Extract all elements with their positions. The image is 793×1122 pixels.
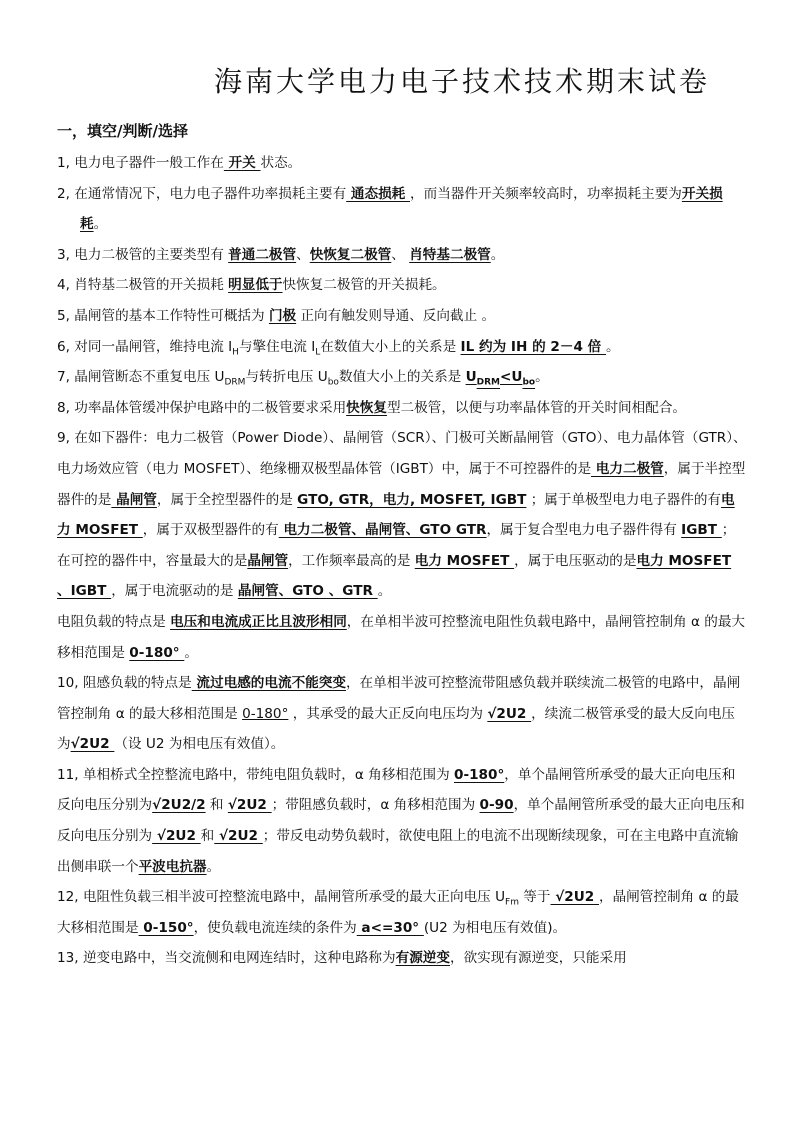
subscript: H [232, 347, 239, 358]
question-text: 电阻负载的特点是 [57, 613, 171, 630]
question-text: 在数值大小上的关系是 [320, 338, 461, 355]
answer-blank: 快恢复 [346, 399, 387, 416]
answer-blank: 0-90 [479, 797, 514, 814]
answer-blank: 晶闸管 [111, 491, 157, 508]
question-text: ，属于全控型器件的是 [156, 491, 298, 508]
question-text: 2, 在通常情况下，电力电子器件功率损耗主要有 [57, 185, 347, 202]
answer-blank: 门极 [268, 307, 297, 324]
answer-blank: 电力二极管、晶闸管、GTO GTR [278, 522, 487, 539]
answer-blank: 通态损耗 [346, 185, 411, 202]
question-text: ，续流二极管承受的最大反向电压为 [57, 705, 736, 753]
question-text: 6, 对同一晶闸管，维持电流 I [57, 338, 233, 355]
answer-blank: √2U2 [152, 828, 201, 845]
question-text: 3, 电力二极管的主要类型有 [57, 246, 229, 263]
question-text: 4, 肖特基二极管的开关损耗 [57, 277, 229, 294]
question-text: 12, 电阻性负载三相半波可控整流电路中，晶闸管所承受的最大正向电压 U [57, 889, 506, 906]
subscript: DRM [224, 377, 246, 388]
answer-blank: 快恢复二极管 [309, 246, 392, 263]
answer-blank: 0-180° [129, 644, 185, 661]
question-text: 10, 阻感负载的特点是 [57, 675, 192, 692]
subscript: bo [327, 377, 339, 388]
answer-blank: 电力 MOSFET 、IGBT [57, 552, 732, 600]
question-text: ，使负载电流连续的条件为 [193, 919, 357, 936]
question-item [57, 760, 747, 882]
question-text: 等于 [518, 889, 551, 906]
question-item [57, 301, 747, 332]
page-title: 海南大学电力电子技术技术期末试卷 [214, 65, 711, 98]
question-text: ；带阻感负载时，α 角移相范围为 [271, 797, 480, 814]
question-text: 9, 在如下器件：电力二极管（Power Diode）、晶闸管（SCR）、门极可关断晶闸管（GTO）、电力晶体管（GTR）、电力场效应管（电力 MOSFET）、绝缘栅双极型晶体管（IGBT）中，属于不可控器件的是 [57, 430, 747, 477]
answer-blank: √2U2/2 [152, 797, 206, 814]
answer-blank: 普通二极管 [228, 246, 297, 263]
answer-blank: IGBT [681, 522, 722, 539]
question-text: ，单个晶闸管所承受的最大正向电压和反向电压分别为 [57, 766, 736, 814]
question-text: 。 [93, 216, 108, 233]
question-item [57, 332, 747, 363]
question-text: 13, 逆变电路中，当交流侧和电网连结时，这种电路称为 [57, 950, 396, 967]
question-item [57, 943, 747, 974]
question-text: 和 [205, 797, 228, 814]
answer-blank: 平波电抗器 [138, 858, 207, 875]
question-text: 型二极管，以便与功率晶体管的开关时间相配合。 [386, 399, 687, 416]
question-text: 11, 单相桥式全控整流电路中，带纯电阻负载时，α 角移相范围为 [57, 766, 454, 783]
question-text: 。 [605, 338, 620, 355]
question-item [57, 240, 747, 271]
question-text: 1, 电力电子器件一般工作在 [57, 155, 224, 171]
answer-blank: √2U2 [550, 889, 599, 906]
question-list [57, 148, 747, 974]
answer-blank: √2U2 [227, 797, 272, 814]
question-text: 数值大小上的关系是 [338, 369, 466, 386]
question-text: ，而当器件开关频率较高时，功率损耗主要为 [410, 185, 682, 202]
question-text: ，在单相半波可控整流电阻性负载电路中，晶闸管控制角 α 的最大移相范围是 [57, 613, 746, 661]
question-text: 状态。 [260, 155, 302, 171]
section-heading: 一，填空/判断/选择 [57, 122, 188, 140]
question-text: ，欲实现有源逆变，只能采用 [449, 950, 627, 967]
question-item [57, 393, 747, 424]
question-text: 与转折电压 U [245, 369, 328, 386]
question-text: ，工作频率最高的是 [288, 552, 415, 569]
question-text: ；在可控的器件中，容量最大的是 [57, 522, 736, 569]
question-text: 。 [377, 583, 392, 600]
answer-subscript: DRM [476, 377, 501, 388]
answer-blank: 0-150° [138, 919, 194, 936]
question-text: 与擎住电流 I [238, 338, 316, 355]
answer-blank: IL 约为 IH 的 2－4 倍 [460, 338, 606, 355]
answer-blank: 电力 MOSFET [414, 552, 515, 569]
question-text: 、 [391, 246, 410, 263]
answer-blank: 电力 MOSFET [57, 491, 735, 539]
question-text: 快恢复二极管的开关损耗。 [282, 277, 446, 294]
question-text: 。 [206, 858, 221, 875]
question-text: （设 U2 为相电压有效值）。 [114, 736, 285, 753]
question-text: ，在单相半波可控整流带阻感负载并联续流二极管的电路中，晶闸管控制角 α 的最大移相范围是 [57, 675, 741, 722]
answer-blank: √2U2 [487, 705, 532, 722]
question-text: 5, 晶闸管的基本工作特性可概括为 [57, 307, 269, 324]
question-text: ；属于单极型电力电子器件的有 [526, 491, 722, 508]
question-item [57, 362, 747, 393]
question-item [57, 179, 747, 240]
answer-blank: 肖特基二极管 [409, 246, 491, 263]
question-text: ，晶闸管控制角 α 的最大移相范围是 [57, 889, 739, 936]
question-text: ，属于电流驱动的是 [111, 583, 238, 600]
question-text: (U2 为相电压有效值)。 [423, 919, 567, 936]
question-text: ，属于半控型器件的是 [57, 460, 746, 508]
question-text: 和 [200, 828, 215, 845]
question-text: 正向有触发则导通、反向截止 。 [296, 307, 496, 324]
answer-blank: 晶闸管、GTO 、GTR [237, 583, 378, 600]
question-item [57, 607, 747, 668]
question-text: 8, 功率晶体管缓冲保护电路中的二极管要求采用 [57, 399, 347, 416]
answer-blank: <U [500, 369, 523, 386]
question-text: ，属于电压驱动的是 [514, 552, 637, 569]
question-text: 。 [535, 369, 549, 386]
question-text: ；带反电动势负载时，欲使电阻上的电流不出现断续现象，可在主电路中直流输出侧串联一个 [57, 828, 739, 875]
answer-blank: 晶闸管 [247, 552, 289, 569]
answer-blank: GTO, GTR，电力, MOSFET, IGBT [297, 491, 527, 508]
question-text: ，属于双极型器件的有 [142, 522, 279, 539]
question-text: ，单个晶闸管所承受的最大正向电压和反向电压分别为 [57, 797, 745, 845]
answer-blank: a<=30° [356, 919, 424, 936]
answer-blank: 明显低于 [228, 277, 283, 294]
answer-blank: 电压和电流成正比且波形相同 [170, 613, 347, 630]
answer-blank: √2U2 [214, 828, 263, 845]
question-text: 、 [296, 246, 310, 263]
question-item [57, 423, 747, 607]
answer-blank: 0-180° [453, 766, 505, 783]
answer-blank: 流过电感的电流不能突变 [191, 675, 346, 692]
question-item [57, 882, 747, 943]
answer-blank: 有源逆变 [395, 950, 450, 967]
answer-blank: 0-180° [242, 705, 289, 722]
answer-blank: 电力二极管 [591, 460, 664, 477]
question-text: 。 [490, 246, 505, 263]
subscript: Fm [505, 897, 519, 908]
question-item [57, 148, 747, 179]
question-text: 7, 晶闸管断态不重复电压 U [57, 369, 225, 386]
question-item [57, 668, 747, 760]
subscript: L [315, 347, 321, 358]
answer-subscript: bo [522, 377, 536, 388]
question-item [57, 270, 747, 301]
answer-blank: U [465, 369, 477, 386]
answer-blank: √2U2 [70, 736, 115, 753]
question-text: ，其承受的最大正反向电压均为 [288, 705, 488, 722]
answer-blank: 开关 [223, 155, 261, 171]
question-text: 。 [184, 644, 198, 661]
answer-blank: 开关损耗 [80, 185, 723, 233]
question-text: ，属于复合型电力电子器件得有 [486, 522, 682, 539]
